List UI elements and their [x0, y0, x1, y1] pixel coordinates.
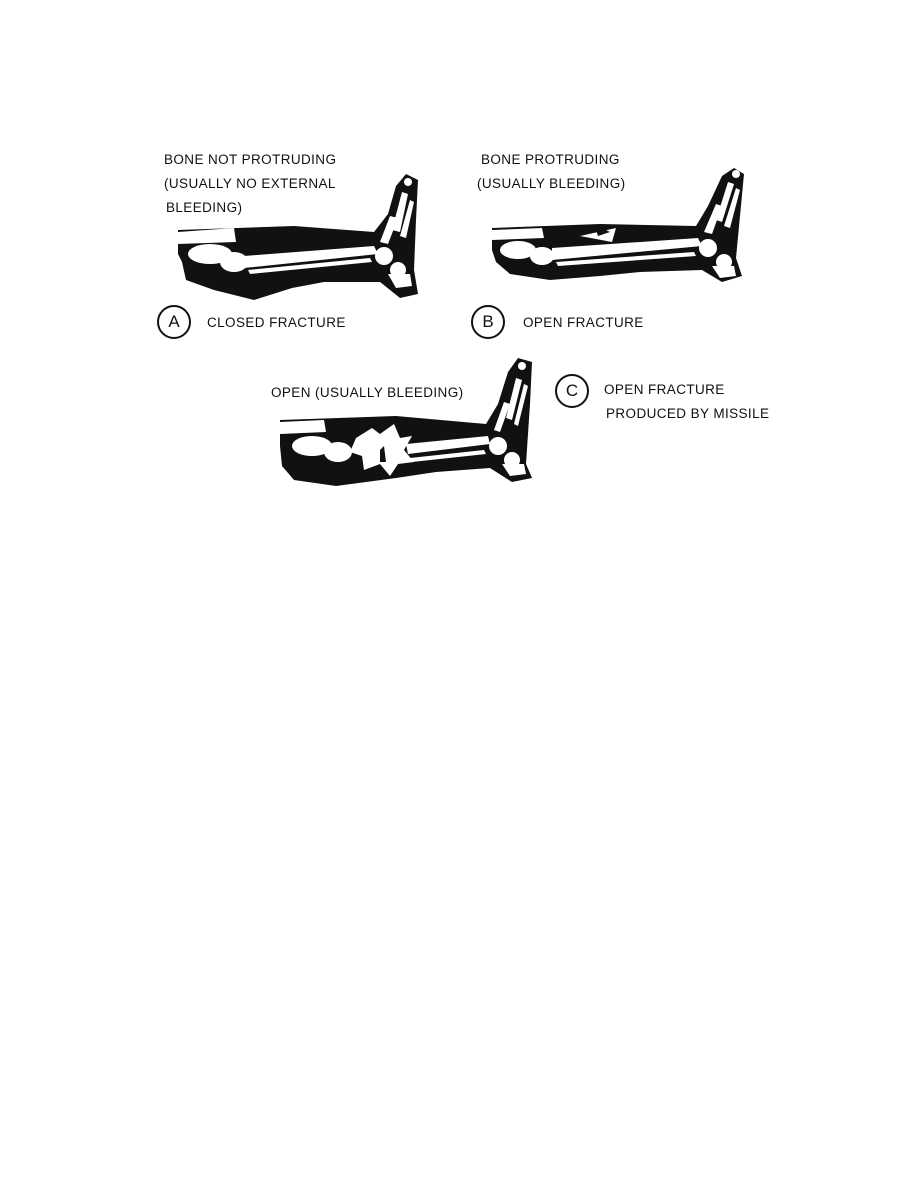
- figure-a-label-circle: A: [157, 305, 191, 339]
- figure-b-label-circle: B: [471, 305, 505, 339]
- figure-a-note-line-1: BONE NOT PROTRUDING: [164, 152, 337, 167]
- leg-open-fracture-illustration: [490, 166, 746, 288]
- figure-a-caption: CLOSED FRACTURE: [207, 315, 346, 330]
- leg-missile-fracture-illustration: [276, 354, 538, 488]
- figure-c-note: OPEN (USUALLY BLEEDING): [271, 385, 464, 400]
- figure-b-note-line-1: BONE PROTRUDING: [481, 152, 620, 167]
- figure-c-caption-line-1: OPEN FRACTURE: [604, 382, 725, 397]
- figure-c-caption-line-2: PRODUCED BY MISSILE: [606, 406, 770, 421]
- figure-c-label-circle: C: [555, 374, 589, 408]
- figure-b-note-line-2: (USUALLY BLEEDING): [477, 176, 626, 191]
- leg-closed-fracture-illustration: [174, 170, 424, 302]
- figure-a-note-line-3: BLEEDING): [166, 200, 243, 215]
- figure-a-note-line-2: (USUALLY NO EXTERNAL: [164, 176, 336, 191]
- figure-b-caption: OPEN FRACTURE: [523, 315, 644, 330]
